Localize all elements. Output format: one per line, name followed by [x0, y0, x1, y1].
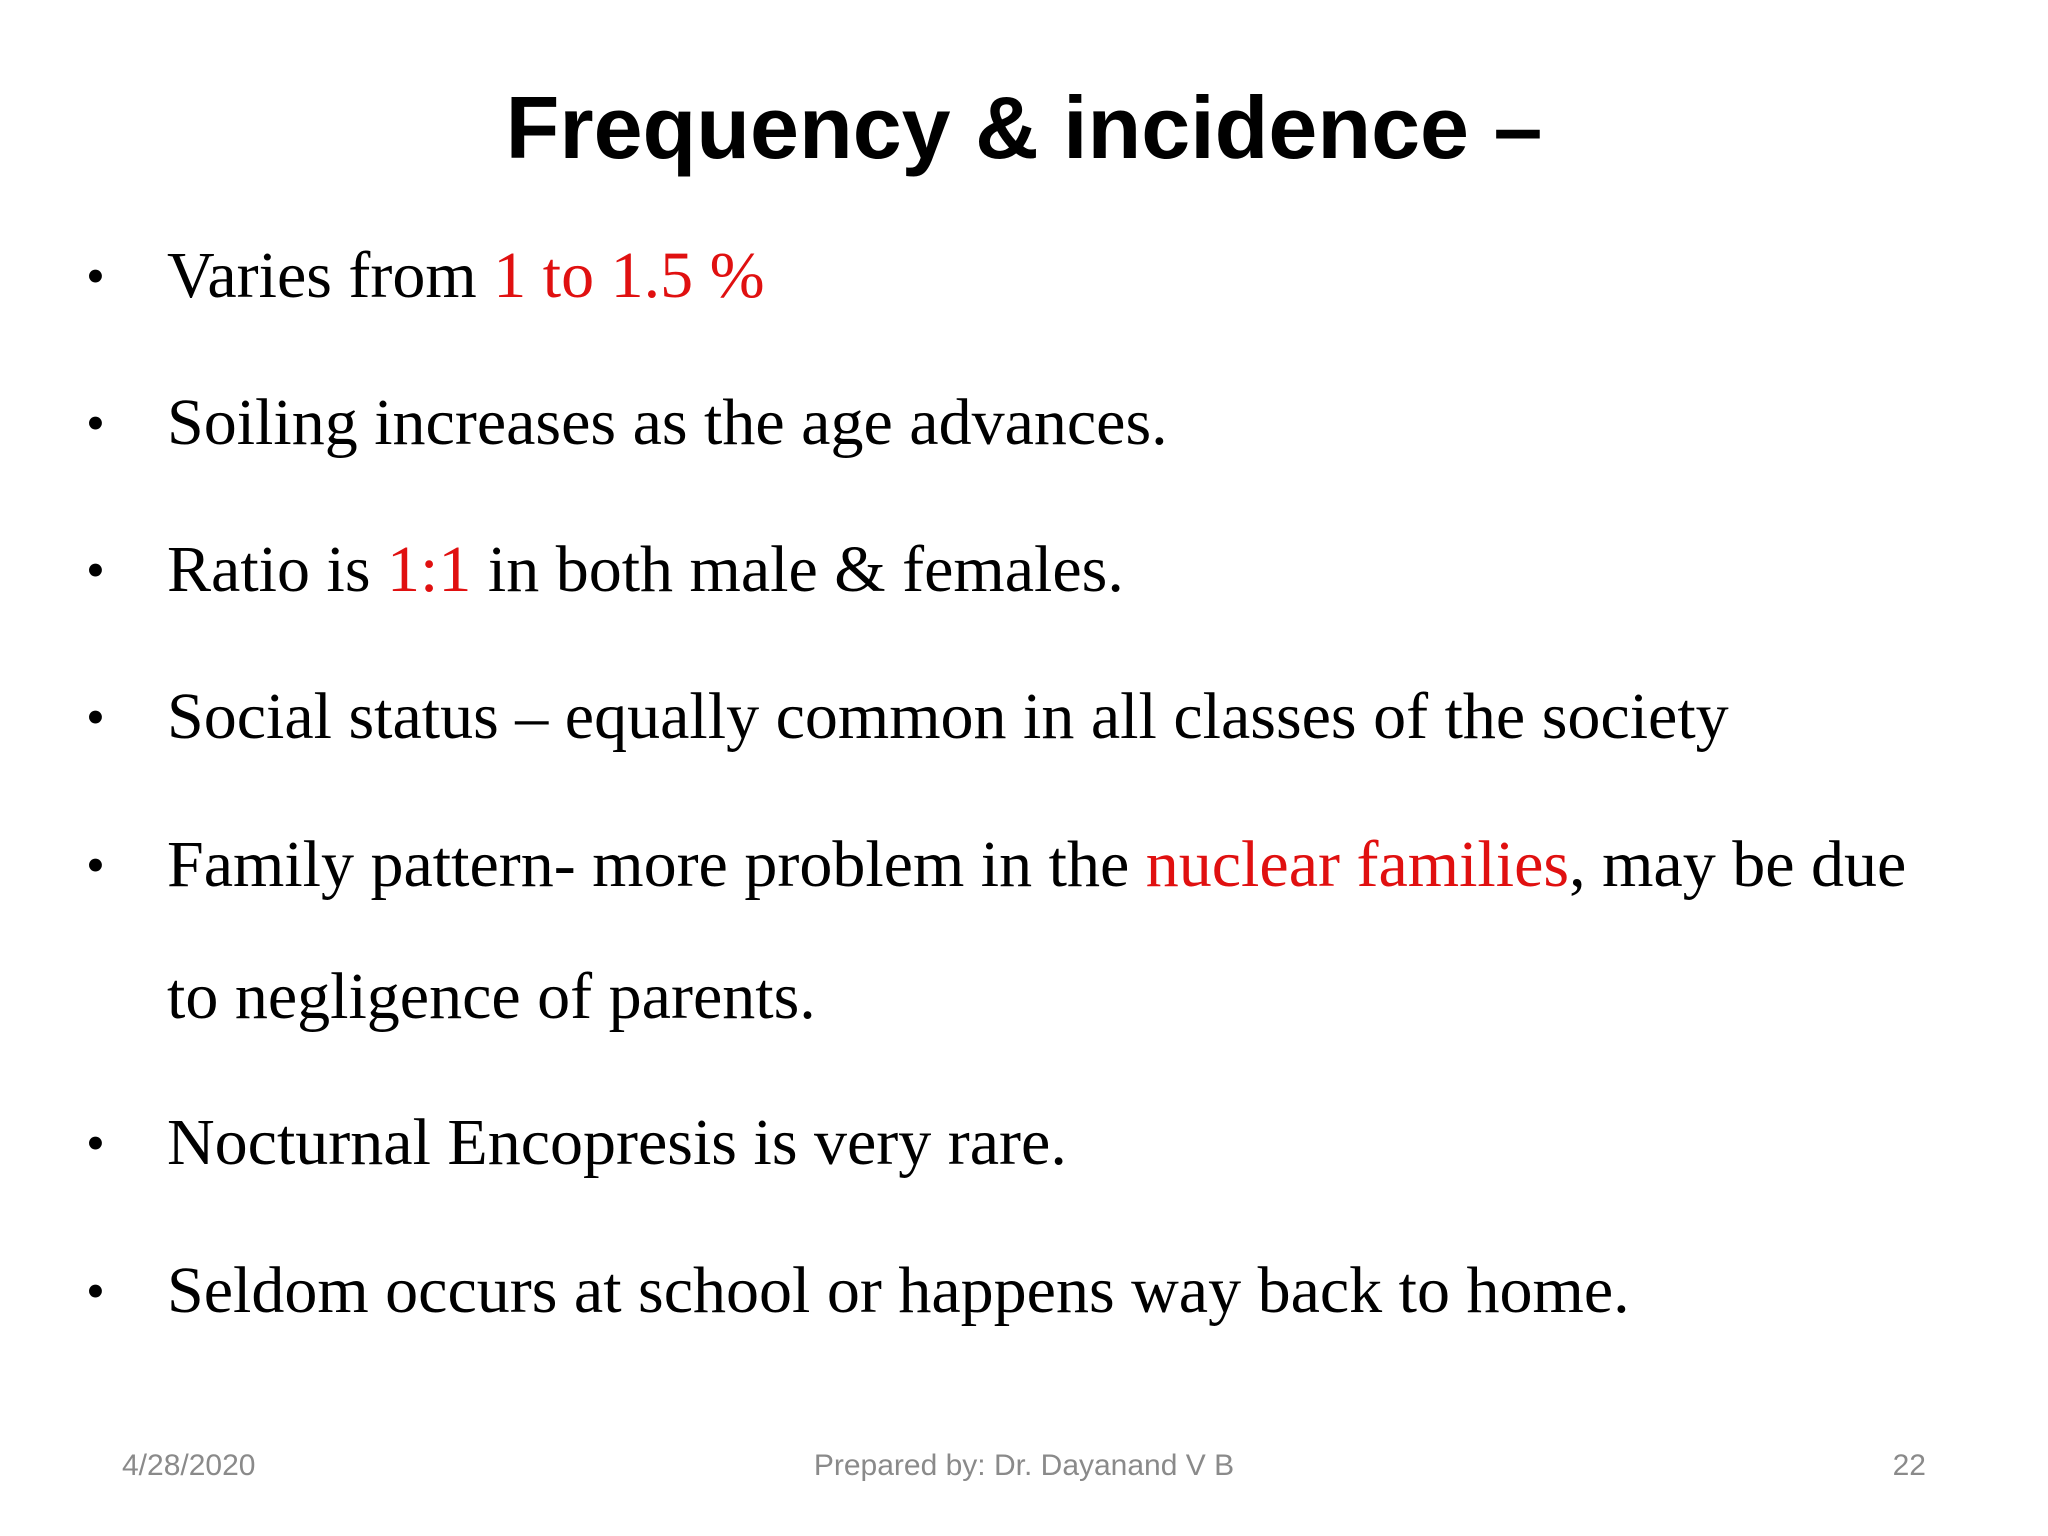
bullet-text-before: Soiling increases as the age advances.: [167, 386, 1168, 459]
bullet-dot: •: [86, 1113, 105, 1173]
bullet-text: [167, 1077, 1907, 1209]
bullet-highlight: 1:1: [387, 533, 472, 606]
bullet-text: [167, 651, 1907, 783]
bullet-text-before: Seldom occurs at school or happens way back to home.: [167, 1254, 1630, 1327]
bullet-dot: •: [86, 540, 105, 600]
footer-date: 4/28/2020: [122, 1449, 256, 1482]
bullet-text: [167, 504, 1907, 636]
bullet-text: [167, 1225, 1907, 1357]
bullet-text-before: Family pattern- more problem in the: [167, 828, 1146, 901]
bullet-dot: •: [86, 393, 105, 453]
bullet-text: [167, 799, 1907, 1063]
bullet-text-before: Ratio is: [167, 533, 388, 606]
bullet-highlight: 1 to 1.5 %: [493, 239, 765, 312]
bullet-dot: •: [86, 687, 105, 747]
bullet-highlight: nuclear families: [1145, 828, 1570, 901]
footer-page-number: 22: [1892, 1449, 1926, 1482]
footer-author: Prepared by: Dr. Dayanand V B: [813, 1449, 1235, 1482]
bullet-text-before: Varies from: [167, 239, 494, 312]
bullet-text-after: , may be due to negligence of parents.: [167, 828, 1907, 1033]
bullet-text-before: Nocturnal Encopresis is very rare.: [167, 1106, 1067, 1179]
bullet-text-after: in both male & females.: [471, 533, 1124, 606]
bullet-dot: •: [86, 835, 105, 895]
bullet-dot: •: [86, 246, 105, 306]
bullet-dot: •: [86, 1261, 105, 1321]
bullet-text-before: Social status – equally common in all classes of the society: [167, 680, 1729, 753]
slide-title: Frequency & incidence –: [505, 78, 1543, 177]
bullet-text: [167, 357, 1907, 489]
bullet-text: [167, 210, 1907, 342]
